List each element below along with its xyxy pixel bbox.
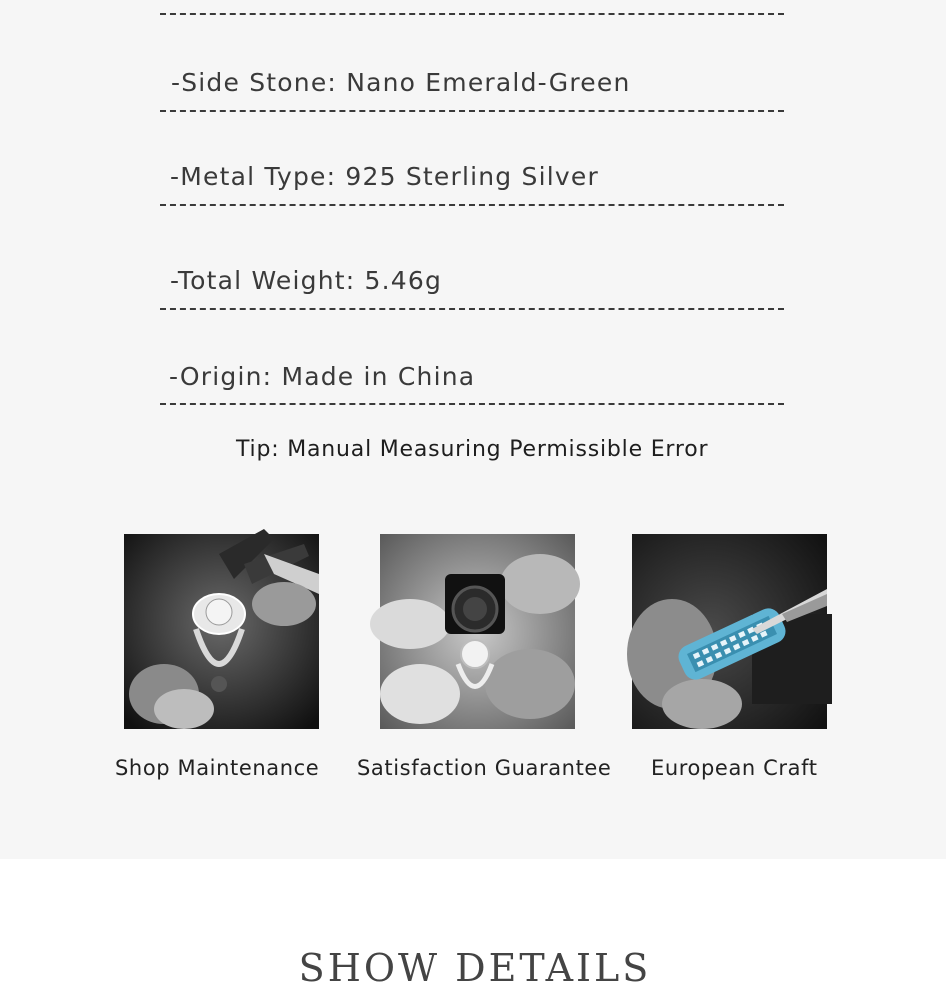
- divider: [160, 13, 784, 15]
- feature-label-shop-maintenance: Shop Maintenance: [115, 756, 320, 780]
- spec-origin: -Origin: Made in China: [169, 362, 476, 391]
- spec-side-stone: -Side Stone: Nano Emerald-Green: [171, 68, 631, 97]
- loupe-inspecting-ring-photo: [380, 534, 575, 729]
- spec-metal-type: -Metal Type: 925 Sterling Silver: [170, 162, 599, 191]
- feature-label-european-craft: European Craft: [651, 756, 818, 780]
- pliers-holding-ring-photo: [124, 534, 319, 729]
- divider: [160, 308, 784, 310]
- spec-total-weight: -Total Weight: 5.46g: [170, 266, 443, 295]
- measurement-tip: Tip: Manual Measuring Permissible Error: [236, 437, 709, 462]
- divider: [160, 403, 784, 405]
- feature-label-satisfaction-guarantee: Satisfaction Guarantee: [357, 756, 612, 780]
- divider: [160, 204, 784, 206]
- divider: [160, 110, 784, 112]
- engraving-blue-ring-photo: [632, 534, 827, 729]
- section-heading: SHOW DETAILS: [298, 946, 652, 990]
